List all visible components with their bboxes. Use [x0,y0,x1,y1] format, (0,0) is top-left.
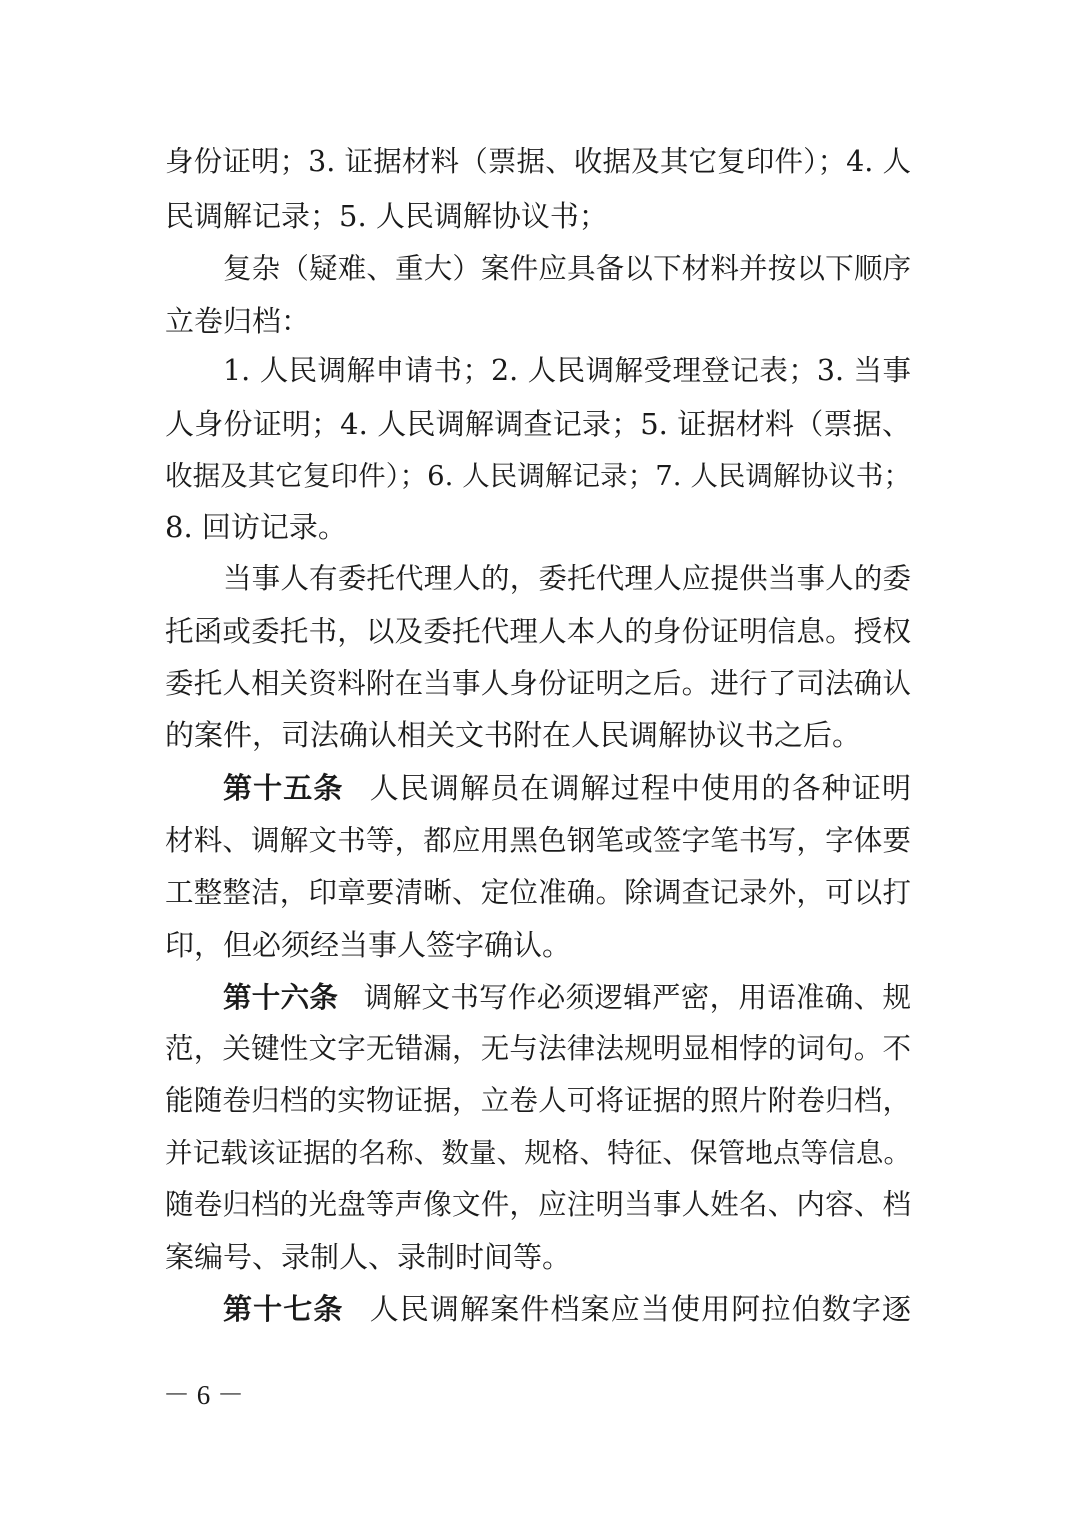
text-line: 印，但必须经当事人签字确认。 [165,928,572,962]
article-text: 调解文书写作必须逻辑严密，用语准确、规 [363,981,911,1014]
text-line: 委托人相关资料附在当事人身份证明之后。进行了司法确认 [165,667,911,700]
text-line: 随卷归档的光盘等声像文件，应注明当事人姓名、内容、档 [165,1188,911,1221]
article-text: 人民调解员在调解过程中使用的各种证明 [369,771,911,805]
text-line: 托函或委托书，以及委托代理人本人的身份证明信息。授权 [165,615,911,648]
text-line: 人身份证明；4. 人民调解调查记录；5. 证据材料（票据、 [165,407,911,441]
text-line: 8. 回访记录。 [165,510,347,544]
article-heading: 第十五条 [223,771,344,805]
article-heading: 第十六条 [223,980,339,1014]
text-line: 工整整洁，印章要清晰、定位准确。除调查记录外，可以打 [165,876,911,909]
text-line: 并记载该证据的名称、数量、规格、特征、保管地点等信息。 [165,1137,911,1169]
page-number: － 6 － [163,1380,244,1410]
text-line: 案编号、录制人、录制时间等。 [165,1240,572,1274]
article-heading: 第十七条 [223,1292,344,1326]
article-text: 人民调解案件档案应当使用阿拉伯数字逐 [369,1292,911,1326]
text-line: 材料、调解文书等，都应用黑色钢笔或签字笔书写，字体要 [165,824,911,857]
text-line: 身份证明；3. 证据材料（票据、收据及其它复印件）；4. 人 [165,145,911,178]
article-first-line [223,760,911,816]
text-line: 的案件，司法确认相关文书附在人民调解协议书之后。 [165,718,862,752]
text-line: 立卷归档： [165,304,311,338]
text-line: 当事人有委托代理人的，委托代理人应提供当事人的委 [223,562,911,595]
article-first-line [223,969,911,1025]
text-line: 收据及其它复印件）；6. 人民调解记录；7. 人民调解协议书； [165,460,911,492]
text-line: 范，关键性文字无错漏，无与法律法规明显相悖的词句。不 [165,1032,911,1065]
text-line: 1. 人民调解申请书；2. 人民调解受理登记表；3. 当事 [223,354,911,387]
text-line: 民调解记录；5. 人民调解协议书； [165,199,608,233]
article-first-line [223,1281,911,1337]
text-line: 能随卷归档的实物证据，立卷人可将证据的照片附卷归档， [165,1084,911,1117]
text-line: 复杂（疑难、重大）案件应具备以下材料并按以下顺序 [223,252,911,285]
